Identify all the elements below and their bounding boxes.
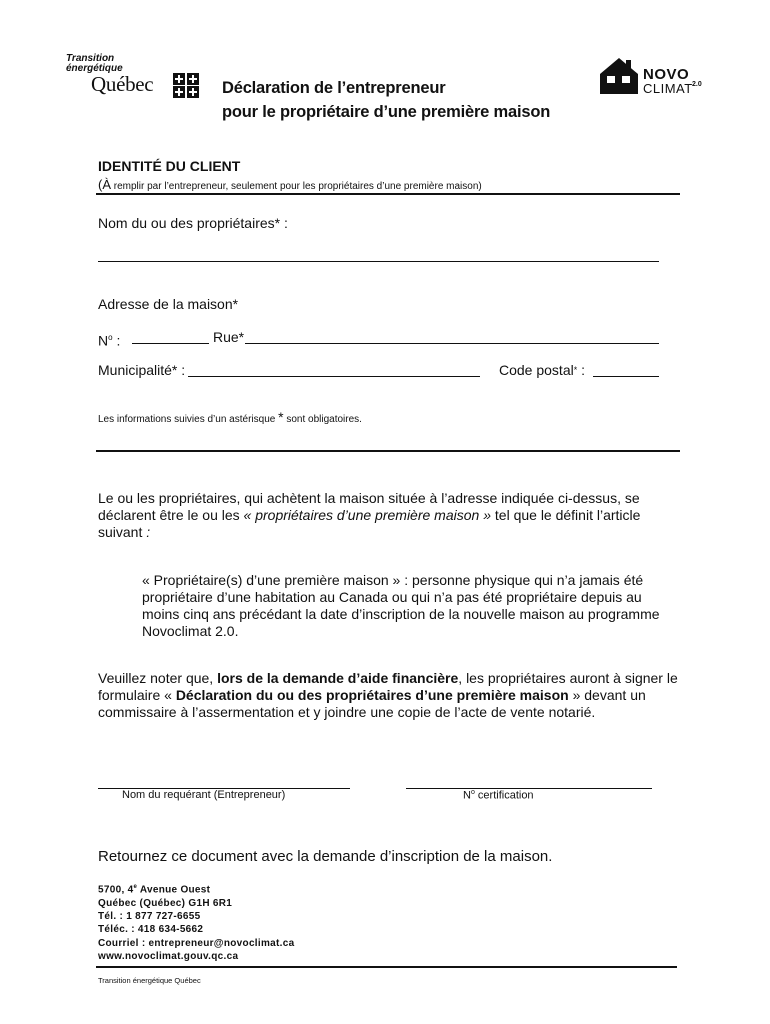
- logo-quebec-text: Québec: [91, 72, 154, 96]
- title-line-1: Déclaration de l’entrepreneur: [222, 79, 446, 97]
- number-input-line[interactable]: [132, 343, 209, 344]
- tequebec-logo: [66, 53, 216, 98]
- p2-text-end: » devant un commissaire à l’assermentation et y joindre une copie de l’acte de vente notarié.: [98, 687, 646, 720]
- address-line-1-sup: e: [133, 884, 138, 890]
- logo-transition-text: Transition: [66, 53, 115, 64]
- section-heading: IDENTITÉ DU CLIENT: [98, 158, 241, 174]
- p2-bold-1: lors de la demande d’aide financière: [217, 670, 459, 686]
- number-label-sup: o: [108, 333, 113, 342]
- street-input-line[interactable]: [245, 343, 659, 344]
- cert-label-post: certification: [474, 789, 534, 802]
- email-line[interactable]: Courriel : entrepreneur@novoclimat.ca: [98, 937, 295, 949]
- requester-name-label: Nom du requérant (Entrepreneur): [122, 789, 286, 801]
- notice-paragraph: [98, 670, 680, 721]
- number-label: [98, 329, 120, 350]
- postal-label: [499, 362, 585, 379]
- contact-address: [98, 881, 294, 963]
- logo-novo-text: NOVO: [643, 66, 690, 83]
- address-label: Adresse de la maison*: [98, 296, 239, 312]
- address-line-1-pre: 5700, 4: [98, 884, 134, 896]
- cert-label-pre: N: [463, 789, 471, 802]
- postal-label-text: Code postal: [499, 362, 574, 378]
- p1-emphasis: « propriétaires d’une première maison »: [243, 507, 491, 523]
- p1-text-end: tel que le définit l’article suivant: [98, 507, 641, 540]
- street-label: Rue*: [213, 329, 245, 345]
- website-line[interactable]: www.novoclimat.gouv.qc.ca: [98, 950, 239, 962]
- number-label-colon: :: [112, 332, 121, 349]
- p2-text: Veuillez noter que,: [98, 670, 218, 686]
- p1-colon: :: [146, 524, 151, 540]
- required-fields-note: [98, 409, 362, 425]
- owners-label: Nom du ou des propriétaires* :: [98, 215, 288, 231]
- p1-text: Le ou les propriétaires, qui achètent la maison située à l’adresse indiquée ci-dessus, se déclarent être le ou les: [98, 490, 640, 523]
- address-line-2: Québec (Québec) G1H 6R1: [98, 897, 233, 909]
- certification-number-label: [463, 789, 534, 802]
- required-note-star: *: [278, 409, 284, 425]
- p2-bold-2: Déclaration du ou des propriétaires d’une première maison: [175, 687, 569, 703]
- p2-text-mid: , les propriétaires auront à signer le formulaire «: [98, 670, 678, 703]
- fax-line: Téléc. : 418 634-5662: [98, 924, 204, 936]
- owners-input-line[interactable]: [98, 261, 659, 262]
- subtitle-prefix: (À: [98, 177, 111, 192]
- declaration-paragraph: [98, 490, 678, 541]
- address-line-1-post: Avenue Ouest: [137, 884, 211, 896]
- logo-energetique-text: énergétique: [66, 63, 123, 74]
- footer-text: Transition énergétique Québec: [98, 976, 201, 985]
- number-label-text: N: [98, 332, 109, 349]
- postal-label-star: *: [573, 365, 578, 375]
- logo-version-text: 2.0: [692, 81, 702, 88]
- address-line-1: [98, 881, 294, 897]
- definition-quote: « Propriétaire(s) d’une première maison » : personne physique qui n’a jamais été propriétaire d’une habitation au Canada ou qui n’a pas été propriétaire depuis au moins cinq ans précédant la date d’inscription de la nouvelle maison au programme Novoclimat 2.0.: [142, 572, 660, 639]
- return-instructions: Retournez ce document avec la demande d’inscription de la maison.: [98, 848, 553, 865]
- required-note-start: Les informations suivies d’un astérisque: [98, 414, 279, 425]
- cert-label-sup: o: [470, 789, 475, 796]
- footer-divider: [96, 966, 677, 968]
- required-note-end: sont obligatoires.: [283, 414, 362, 425]
- subtitle-rest: remplir par l’entrepreneur, seulement pour les propriétaires d’une première maison): [111, 181, 482, 192]
- title-line-2: pour le propriétaire d’une première maison: [222, 103, 551, 121]
- city-label: Municipalité* :: [98, 362, 186, 378]
- novoclimat-logo: [598, 54, 718, 98]
- document-title: [222, 76, 550, 124]
- section-subtitle: [98, 176, 482, 194]
- phone-line: Tél. : 1 877 727-6655: [98, 910, 201, 922]
- postal-input-line[interactable]: [593, 376, 659, 377]
- form-divider: [96, 450, 680, 452]
- postal-label-colon: :: [577, 362, 586, 378]
- city-input-line[interactable]: [188, 376, 480, 377]
- house-icon: [598, 54, 640, 96]
- logo-climat-text: CLIMAT: [643, 81, 693, 96]
- heading-divider: [96, 193, 680, 195]
